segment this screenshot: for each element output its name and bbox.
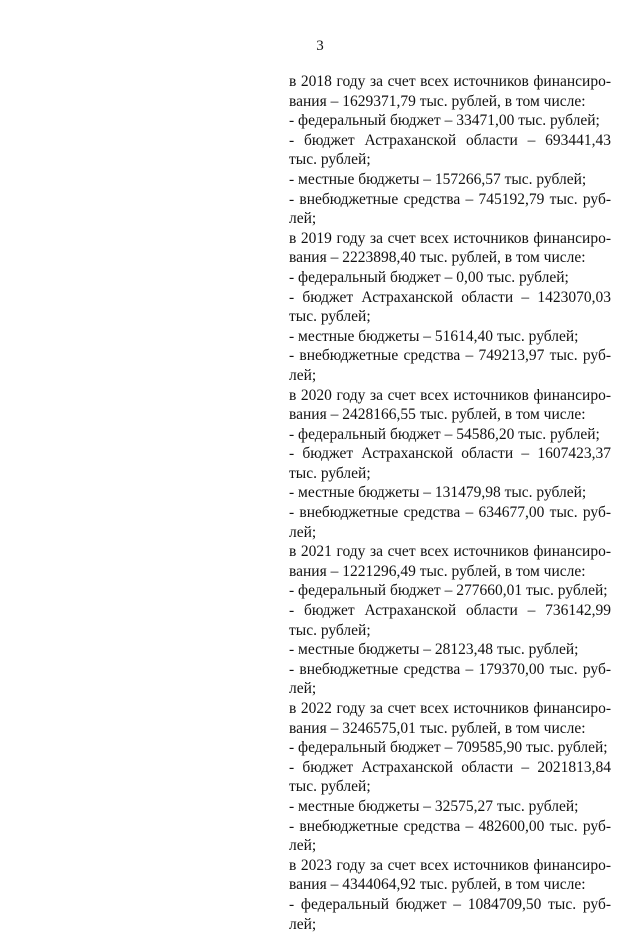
text-line: лей;	[289, 366, 317, 384]
text-line: в 2023 году за счет всех источников финансиро-	[289, 856, 611, 874]
text-line: - федеральный бюджет – 709585,90 тыс. рублей;	[289, 739, 608, 757]
text-line: - внебюджетные средства – 745192,79 тыс. руб-	[289, 190, 611, 208]
text-line: вания – 2428166,55 тыс. рублей, в том числе:	[289, 406, 586, 424]
text-line: вания – 3246575,01 тыс. рублей, в том числе:	[289, 719, 586, 737]
text-line: - федеральный бюджет – 1084709,50 тыс. руб-	[289, 895, 611, 913]
text-line: лей;	[289, 915, 317, 933]
text-line: - бюджет Астраханской области – 1423070,03	[289, 288, 611, 306]
page-number: 3	[316, 38, 324, 54]
text-line: - внебюджетные средства – 179370,00 тыс. руб-	[289, 660, 611, 678]
text-line: в 2022 году за счет всех источников финансиро-	[289, 700, 611, 717]
text-line: в 2019 году за счет всех источников финансиро-	[289, 229, 611, 247]
text-line: - местные бюджеты – 157266,57 тыс. рублей;	[289, 170, 587, 188]
text-line: - местные бюджеты – 131479,98 тыс. рублей;	[289, 484, 587, 502]
text-line: тыс. рублей;	[289, 308, 371, 326]
text-line: вания – 1221296,49 тыс. рублей, в том числе:	[289, 562, 586, 580]
text-line: - внебюджетные средства – 482600,00 тыс. руб-	[289, 817, 611, 835]
text-line: - федеральный бюджет – 277660,01 тыс. рублей;	[289, 582, 608, 600]
text-line: вания – 1629371,79 тыс. рублей, в том числе:	[289, 92, 586, 110]
text-line: в 2020 году за счет всех источников финансиро-	[289, 386, 611, 404]
text-line: - федеральный бюджет – 54586,20 тыс. рублей;	[289, 425, 600, 443]
text-line: тыс. рублей;	[289, 778, 371, 796]
text-line: - местные бюджеты – 28123,48 тыс. рублей;	[289, 641, 579, 659]
text-line: в 2018 году за счет всех источников финансиро-	[289, 73, 611, 90]
text-line: лей;	[289, 210, 317, 228]
text-line: тыс. рублей;	[289, 621, 371, 639]
text-line: - местные бюджеты – 32575,27 тыс. рублей;	[289, 797, 579, 815]
text-line: - внебюджетные средства – 634677,00 тыс. руб-	[289, 504, 611, 522]
text-line: в 2021 году за счет всех источников финансиро-	[289, 543, 611, 561]
text-line: - местные бюджеты – 51614,40 тыс. рублей;	[289, 327, 579, 345]
text-line: - бюджет Астраханской области – 1607423,37	[289, 445, 611, 463]
text-line: тыс. рублей;	[289, 151, 371, 169]
text-line: - федеральный бюджет – 33471,00 тыс. рублей;	[289, 112, 600, 130]
document-body	[289, 72, 611, 934]
text-line: вания – 2223898,40 тыс. рублей, в том числе:	[289, 249, 586, 267]
text-line: - бюджет Астраханской области – 2021813,84	[289, 758, 611, 776]
text-line: - федеральный бюджет – 0,00 тыс. рублей;	[289, 268, 569, 286]
text-line: - бюджет Астраханской области – 693441,43	[289, 131, 611, 149]
text-line: - внебюджетные средства – 749213,97 тыс. руб-	[289, 347, 611, 365]
text-line: лей;	[289, 680, 317, 698]
text-line: - бюджет Астраханской области – 736142,99	[289, 602, 611, 620]
text-line: лей;	[289, 837, 317, 855]
text-line: тыс. рублей;	[289, 464, 371, 482]
text-line: вания – 4344064,92 тыс. рублей, в том числе:	[289, 876, 586, 894]
text-line: лей;	[289, 523, 317, 541]
